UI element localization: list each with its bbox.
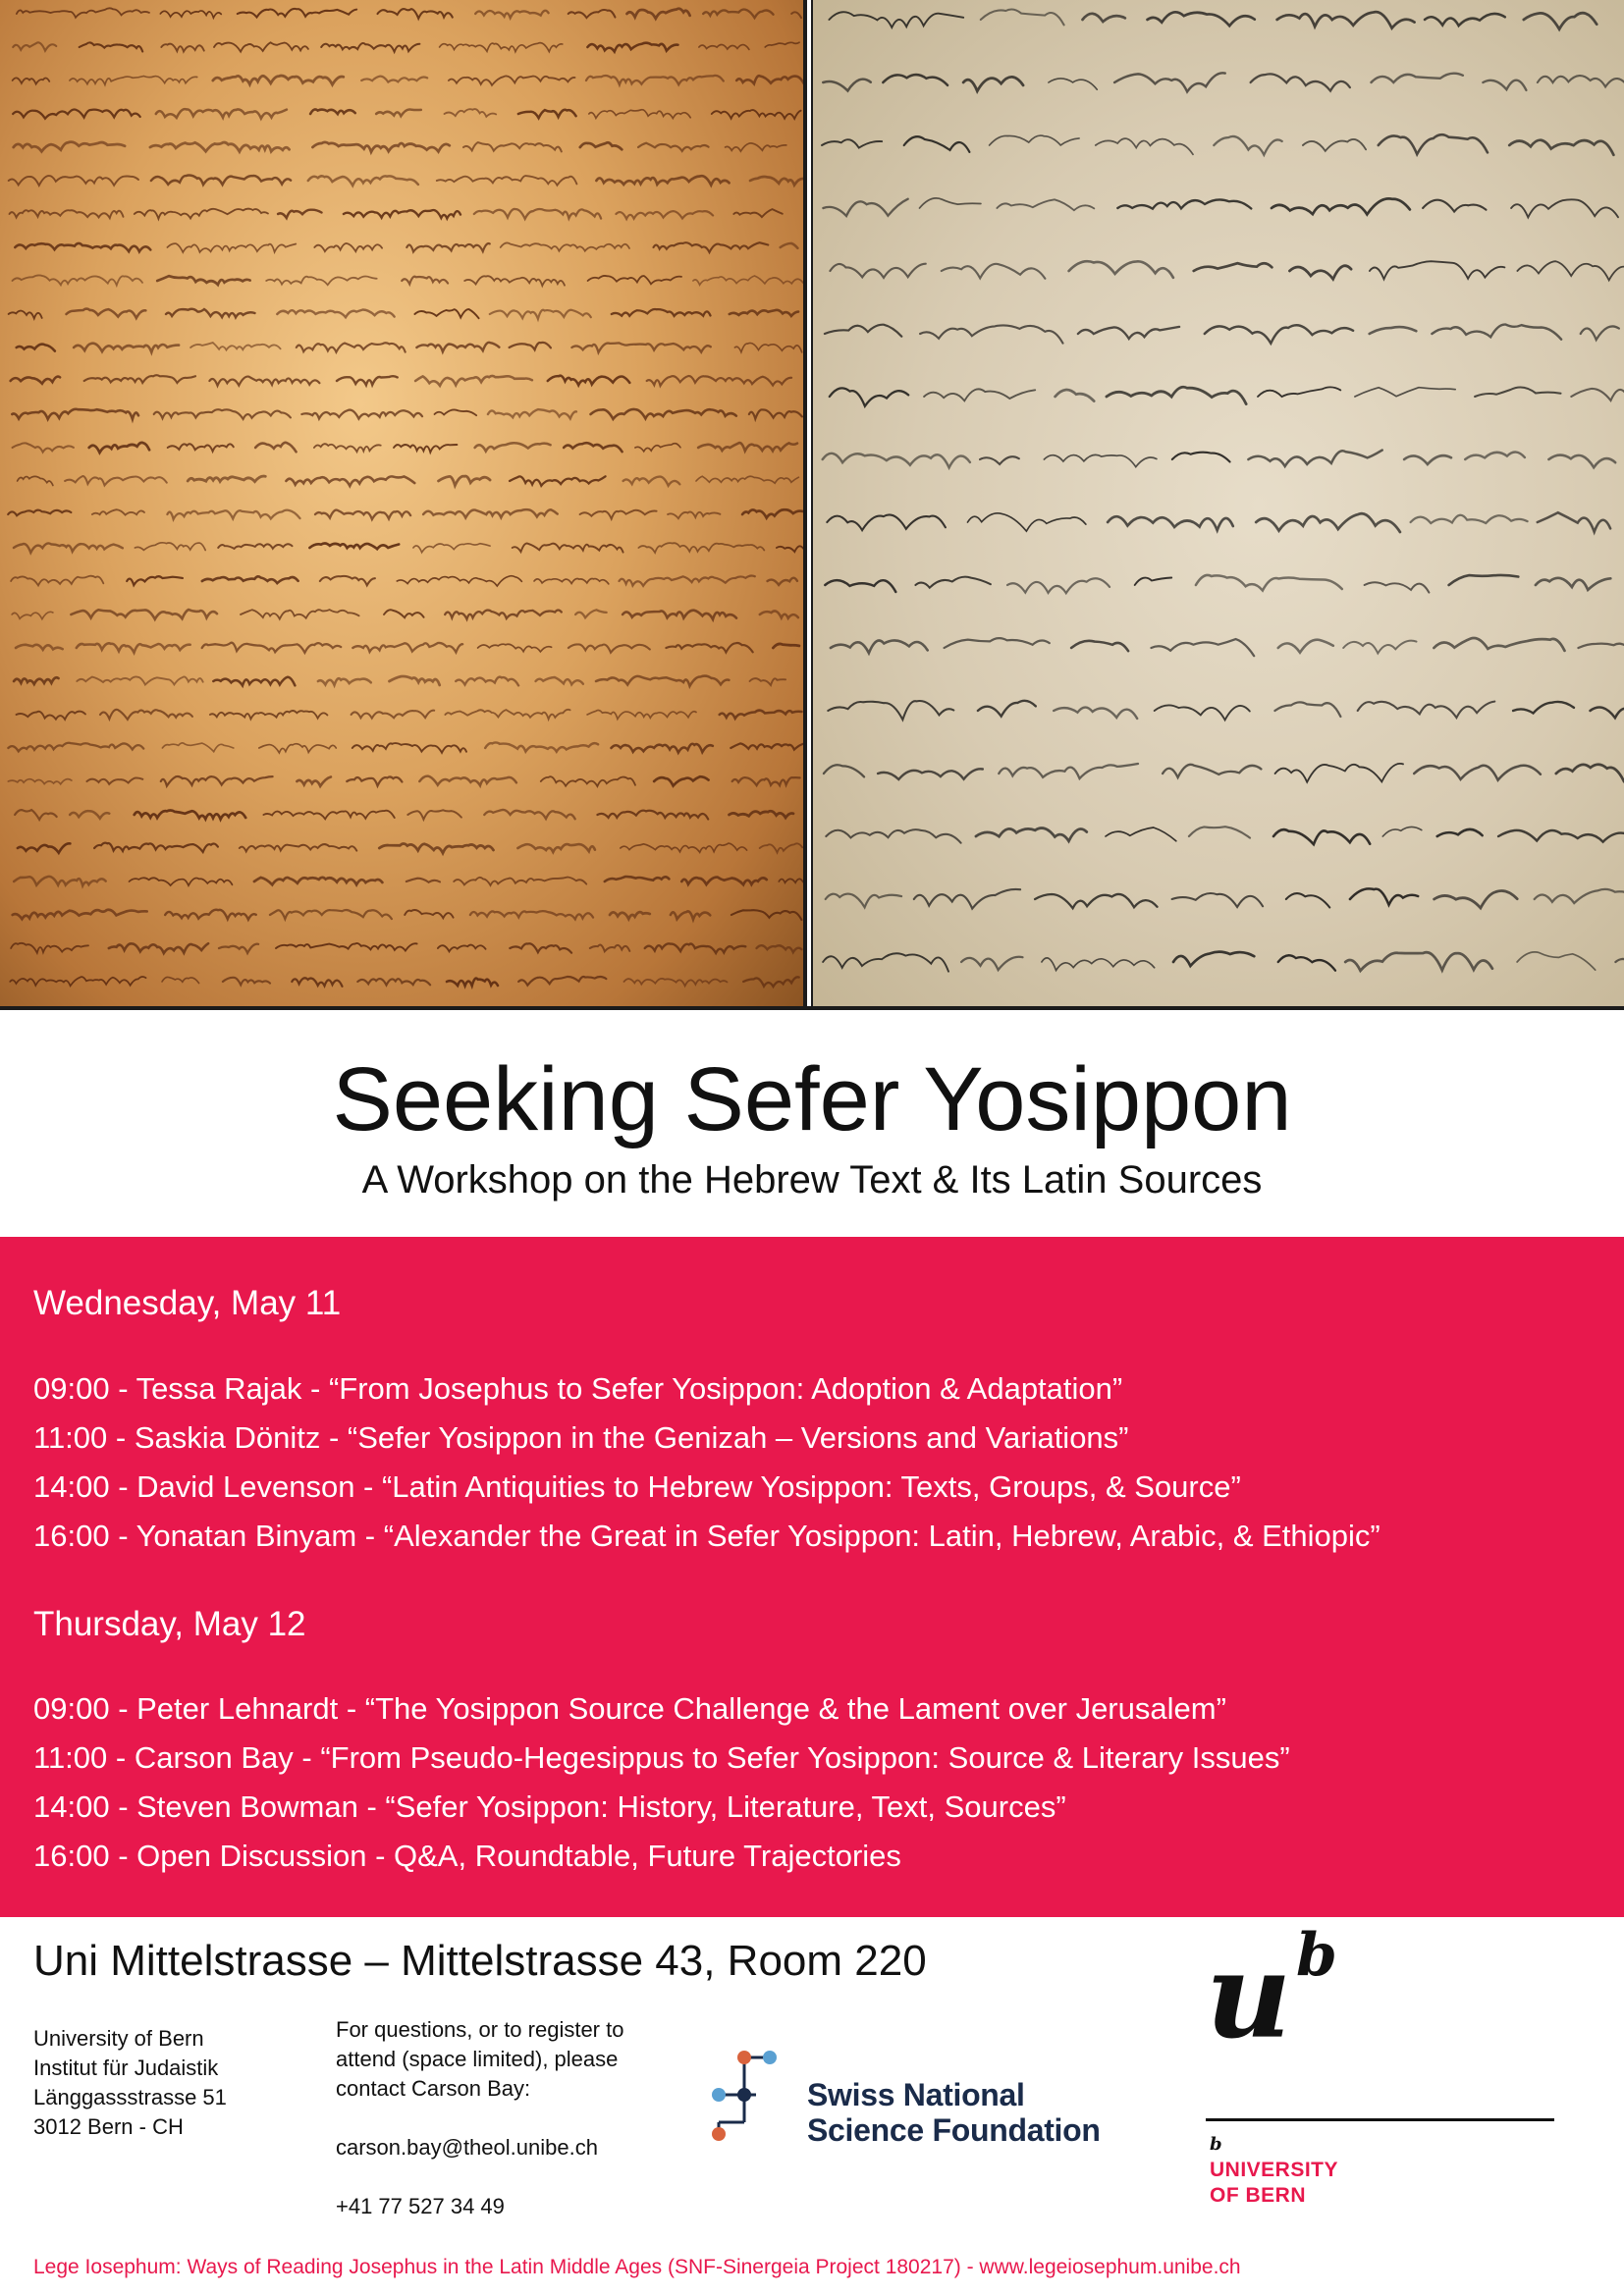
address-line: 3012 Bern - CH [33, 2114, 184, 2139]
unibe-u: u [1206, 1927, 1292, 2065]
page-title: Seeking Sefer Yosippon [332, 1049, 1292, 1149]
day-heading-thursday: Thursday, May 12 [33, 1605, 306, 1643]
unibe-rule [1206, 2118, 1554, 2121]
contact-intro-line: contact Carson Bay: [336, 2076, 531, 2101]
session-item: 09:00 - Tessa Rajak - “From Josephus to Sefer Yosippon: Adoption & Adaptation” [33, 1371, 1123, 1406]
contact-phone: +41 77 527 34 49 [336, 2194, 505, 2218]
header-images [0, 0, 1624, 1010]
address-line: Länggassstrasse 51 [33, 2085, 227, 2109]
schedule-band [0, 1237, 1624, 1917]
image-border [0, 1006, 1624, 1010]
session-item: 11:00 - Saskia Dönitz - “Sefer Yosippon in the Genizah – Versions and Variations” [33, 1420, 1129, 1455]
day-heading-wednesday: Wednesday, May 11 [33, 1284, 342, 1322]
project-footer-line: Lege Iosephum: Ways of Reading Josephus in the Latin Middle Ages (SNF-Sinergeia Project 180217) - www.legeiosephum.unibe.ch [33, 2256, 1241, 2278]
snsf-line: Science Foundation [807, 2112, 1101, 2148]
session-item: 09:00 - Peter Lehnardt - “The Yosippon Source Challenge & the Lament over Jerusalem” [33, 1691, 1226, 1726]
page-subtitle: A Workshop on the Hebrew Text & Its Latin Sources [361, 1158, 1263, 1201]
unibe-name-line: OF BERN [1210, 2184, 1306, 2207]
snsf-logo [709, 2044, 1161, 2152]
contact-block [336, 2015, 689, 2221]
unibe-name [1210, 2158, 1338, 2209]
unibe-name-line: UNIVERSITY [1210, 2159, 1339, 2181]
address-line: Institut für Judaistik [33, 2056, 219, 2080]
venue-line: Uni Mittelstrasse – Mittelstrasse 43, Room 220 [33, 1937, 927, 1985]
unibe-b: b [1296, 1921, 1337, 1990]
hebrew-manuscript-image [811, 0, 1624, 1010]
session-item: 11:00 - Carson Bay - “From Pseudo-Hegesippus to Sefer Yosippon: Source & Literary Issues” [33, 1740, 1290, 1775]
session-item: 14:00 - Steven Bowman - “Sefer Yosippon: History, Literature, Text, Sources” [33, 1789, 1066, 1824]
unibe-small-b: b [1210, 2134, 1222, 2155]
session-item: 16:00 - Open Discussion - Q&A, Roundtable, Future Trajectories [33, 1839, 901, 1873]
contact-intro-line: For questions, or to register to [336, 2017, 624, 2042]
latin-script-texture [0, 0, 807, 1010]
address-block [33, 2024, 227, 2142]
university-of-bern-logo [1206, 1921, 1559, 2216]
contact-intro-line: attend (space limited), please [336, 2047, 619, 2071]
session-item: 14:00 - David Levenson - “Latin Antiquities to Hebrew Yosippon: Texts, Groups, & Source” [33, 1469, 1241, 1504]
snsf-network-icon [709, 2044, 803, 2142]
hebrew-script-texture [813, 0, 1624, 1010]
session-item: 16:00 - Yonatan Binyam - “Alexander the Great in Sefer Yosippon: Latin, Hebrew, Arabic, & Ethiopic” [33, 1519, 1380, 1553]
snsf-wordmark [807, 2077, 1101, 2148]
address-line: University of Bern [33, 2026, 204, 2051]
title-block [0, 1045, 1624, 1204]
snsf-line: Swiss National [807, 2077, 1025, 2112]
contact-email-link[interactable]: carson.bay@theol.unibe.ch [336, 2135, 598, 2160]
latin-manuscript-image [0, 0, 807, 1010]
